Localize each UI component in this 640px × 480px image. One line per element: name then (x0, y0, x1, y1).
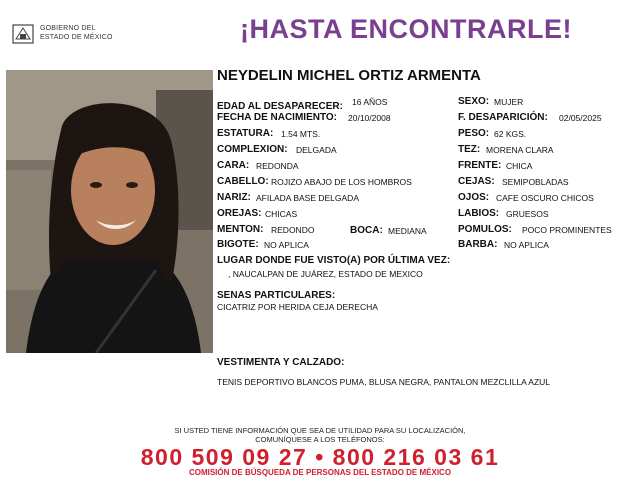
clothing-value: TENIS DEPORTIVO BLANCOS PUMA, BLUSA NEGRA, PANTALON MEZCLILLA AZUL (217, 377, 551, 387)
field-label-eyes: OJOS: (458, 192, 490, 203)
field-value-hair: ROJIZO ABAJO DE LOS HOMBROS (271, 177, 412, 187)
logo-line-1: GOBIERNO DEL (40, 25, 96, 32)
field-value-age: 16 AÑOS (352, 97, 388, 107)
state-seal-icon (10, 21, 36, 47)
field-label-skin: TEZ: (458, 144, 481, 155)
field-value-eyes: CAFE OSCURO CHICOS (496, 193, 594, 203)
field-label-nose: NARIZ: (217, 192, 251, 203)
field-label: EDAD AL DESAPARECER: (217, 101, 343, 112)
field-label-ears: OREJAS: (217, 208, 262, 219)
field-label-hair: CABELLO: (217, 176, 269, 187)
field-label-cheekbones: POMULOS: (458, 224, 512, 235)
field-value-weight: 62 KGS. (494, 129, 527, 139)
marks-label: SENAS PARTICULARES: (217, 290, 336, 301)
field-label-weight: PESO: (458, 128, 490, 139)
last-seen-value: , NAUCALPAN DE JUÁREZ, ESTADO DE MEXICO (228, 269, 423, 279)
field-value-ears: CHICAS (265, 209, 298, 219)
clothing-label: VESTIMENTA Y CALZADO: (217, 357, 345, 368)
field-label-beard: BARBA: (458, 239, 498, 250)
field-value-height: 1.54 MTS. (281, 129, 321, 139)
government-logo (10, 19, 130, 49)
portrait-image (6, 70, 213, 353)
footer-note-line-1: SI USTED TIENE INFORMACIÓN QUE SEA DE UTILIDAD PARA SU LOCALIZACIÓN, (174, 426, 466, 435)
field-value-birthdate: 20/10/2008 (348, 113, 391, 123)
field-label-sex: SEXO: (458, 96, 490, 107)
footer-note-line-2: COMUNÍQUESE A LOS TELÉFONOS: (255, 435, 385, 444)
field-value-cheekbones: POCO PROMINENTES (522, 225, 612, 235)
field-value-chin: REDONDO (271, 225, 315, 235)
field-label-eyebrows: CEJAS: (458, 176, 495, 187)
field-label-build: COMPLEXION: (217, 144, 288, 155)
missing-person-photo (6, 70, 213, 353)
field-value-face: REDONDA (256, 161, 299, 171)
logo-line-2: ESTADO DE MÉXICO (40, 34, 113, 41)
field-label-disappearance-date: F. DESAPARICIÓN: (458, 112, 548, 123)
field-label-birthdate: FECHA DE NACIMIENTO: (217, 112, 337, 123)
field-value-sex: MUJER (494, 97, 524, 107)
field-label-height: ESTATURA: (217, 128, 274, 139)
field-label-mouth: BOCA: (350, 225, 383, 236)
field-value-build: DELGADA (296, 145, 337, 155)
field-value-beard: NO APLICA (504, 240, 549, 250)
page-title: ¡HASTA ENCONTRARLE! (240, 14, 572, 44)
field-label-face: CARA: (217, 160, 250, 171)
field-value-mustache: NO APLICA (264, 240, 309, 250)
field-value-lips: GRUESOS (506, 209, 549, 219)
marks-value: CICATRIZ POR HERIDA CEJA DERECHA (217, 302, 378, 312)
field-label-chin: MENTON: (217, 224, 264, 235)
field-label-lips: LABIOS: (458, 208, 500, 219)
field-value-mouth: MEDIANA (388, 226, 427, 236)
field-label-forehead: FRENTE: (458, 160, 502, 171)
commission-name: COMISIÓN DE BÚSQUEDA DE PERSONAS DEL ESTADO DE MÉXICO (188, 468, 452, 477)
person-name: NEYDELIN MICHEL ORTIZ ARMENTA (217, 67, 481, 84)
contact-phones: 800 509 09 27 • 800 216 03 61 (140, 444, 500, 470)
field-value-eyebrows: SEMIPOBLADAS (502, 177, 569, 187)
field-value-forehead: CHICA (506, 161, 533, 171)
field-value-skin: MORENA CLARA (486, 145, 554, 155)
field-value-disappearance-date: 02/05/2025 (559, 113, 602, 123)
last-seen-label: LUGAR DONDE FUE VISTO(A) POR ÚLTIMA VEZ: (217, 255, 451, 266)
field-value-nose: AFILADA BASE DELGADA (256, 193, 359, 203)
field-label-mustache: BIGOTE: (217, 239, 259, 250)
